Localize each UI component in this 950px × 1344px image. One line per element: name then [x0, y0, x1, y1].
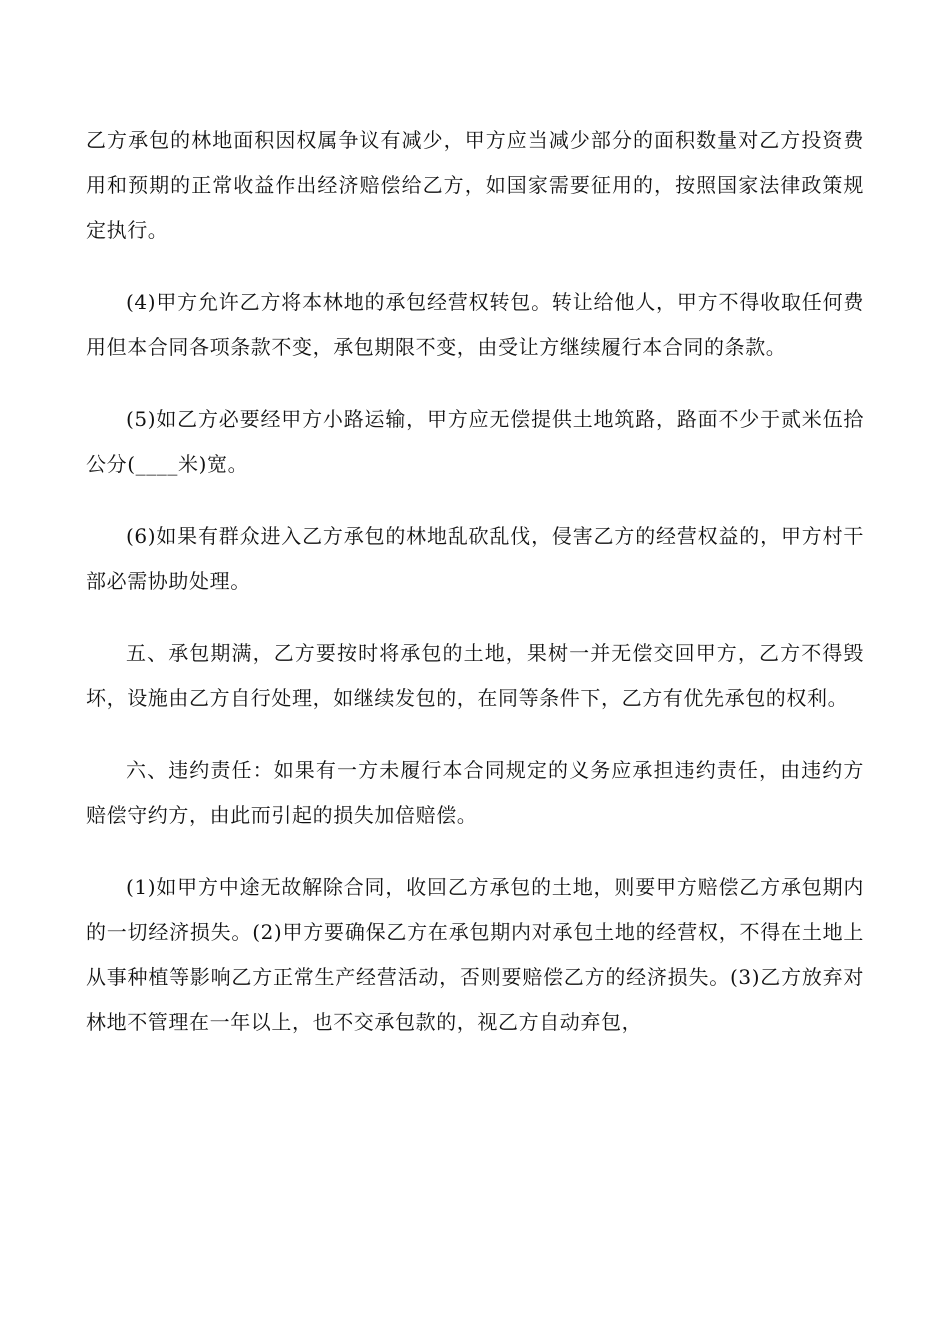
paragraph-section-6-liability: 六、违约责任：如果有一方未履行本合同规定的义务应承担违约责任，由违约方赔偿守约方，由此而引起的损失加倍赔偿。 — [86, 758, 864, 827]
paragraph-area-compensation: 乙方承包的林地面积因权属争议有减少，甲方应当减少部分的面积数量对乙方投资费用和预期的正常收益作出经济赔偿给乙方，如国家需要征用的，按照国家法律政策规定执行。 — [86, 128, 864, 242]
paragraph-liability-details: (1)如甲方中途无故解除合同，收回乙方承包的土地，则要甲方赔偿乙方承包期内的一切经济损失。(2)甲方要确保乙方在承包期内对承包土地的经营权，不得在土地上从事种植等影响乙方正常生产经营活动，否则要赔偿乙方的经济损失。(3)乙方放弃对林地不管理在一年以上，也不交承包款的，视乙方自动弃包， — [86, 875, 864, 1034]
paragraph-clause-6-protection: (6)如果有群众进入乙方承包的林地乱砍乱伐，侵害乙方的经营权益的，甲方村干部必需协助处理。 — [86, 524, 864, 593]
paragraph-section-5-expiry: 五、承包期满，乙方要按时将承包的土地，果树一并无偿交回甲方，乙方不得毁坏，设施由乙方自行处理，如继续发包的，在同等条件下，乙方有优先承包的权利。 — [86, 641, 864, 710]
paragraph-clause-5-road: (5)如乙方必要经甲方小路运输，甲方应无偿提供土地筑路，路面不少于贰米伍拾公分(____米)宽。 — [86, 407, 864, 476]
paragraph-clause-4-subcontract: (4)甲方允许乙方将本林地的承包经营权转包。转让给他人，甲方不得收取任何费用但本合同各项条款不变，承包期限不变，由受让方继续履行本合同的条款。 — [86, 290, 864, 359]
